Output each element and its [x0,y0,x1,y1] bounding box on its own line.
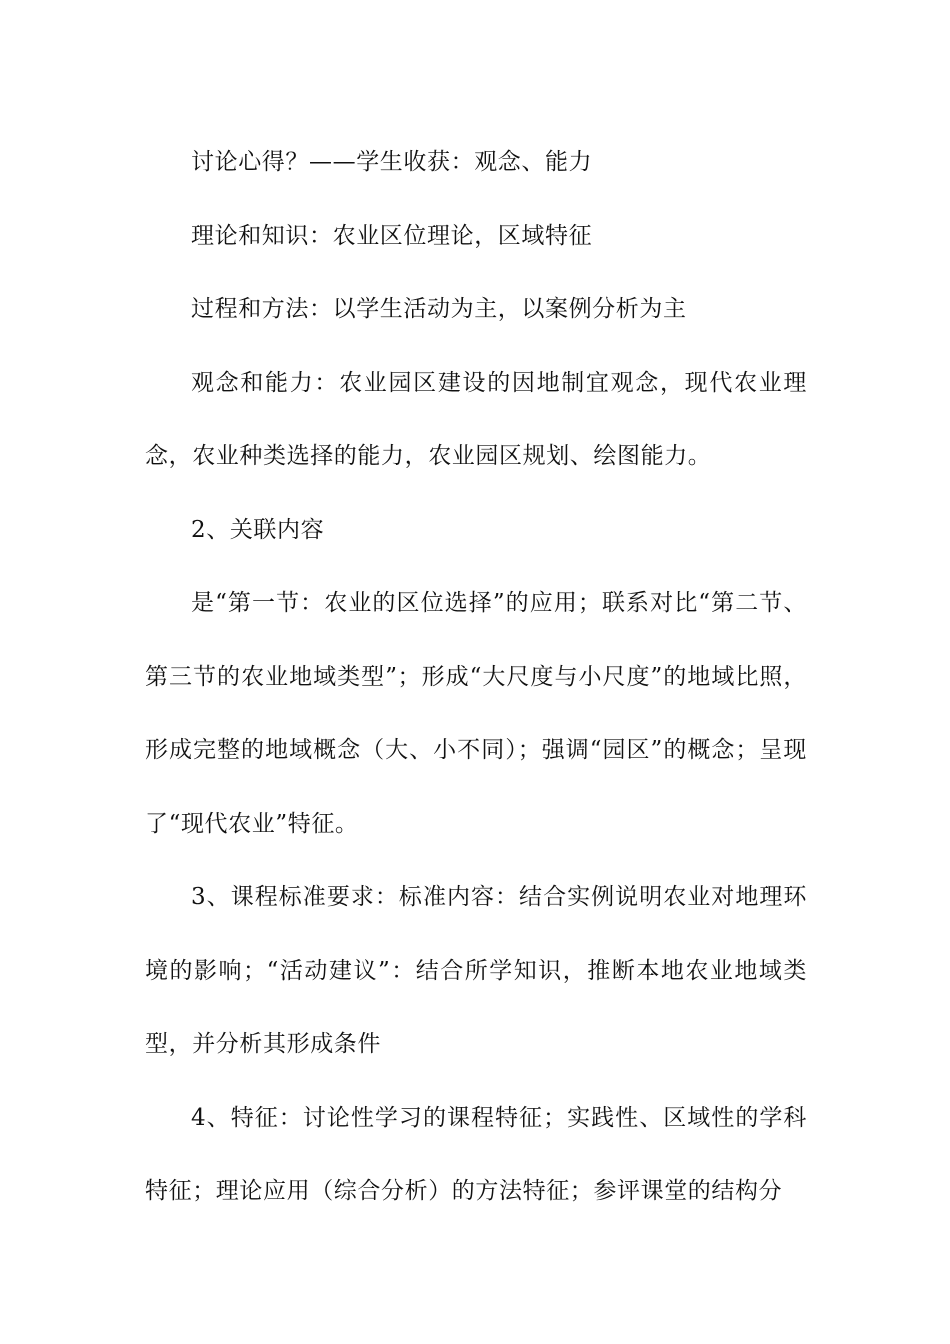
paragraph-theory-knowledge: 理论和知识：农业区位理论，区域特征 [191,222,593,249]
paragraph-features: 4、特征：讨论性学习的课程特征；实践性、区域性的学科特征；理论应用（综合分析）的方法特征；参评课堂的结构分 [145,1104,807,1204]
paragraph-process-method: 过程和方法：以学生活动为主，以案例分析为主 [191,296,687,322]
paragraph-concept-ability: 观念和能力：农业园区建设的因地制宜观念，现代农业理念，农业种类选择的能力，农业园区规划、绘图能力。 [145,369,807,469]
document-body [145,126,807,1229]
paragraph-curriculum-standard: 3、课程标准要求：标准内容：结合实例说明农业对地理环境的影响；“活动建议”：结合所学知识，推断本地农业地域类型，并分析其形成条件 [145,884,807,1057]
paragraph-discussion-gains: 讨论心得？——学生收获：观念、能力 [191,149,593,175]
heading-related-content: 2、关联内容 [191,516,325,543]
paragraph-related-content: 是“第一节：农业的区位选择”的应用；联系对比“第二节、第三节的农业地域类型”；形成“大尺度与小尺度”的地域比照，形成完整的地域概念（大、小不同）；强调“园区”的概念；呈现了“现代农业”特征。 [145,590,807,837]
